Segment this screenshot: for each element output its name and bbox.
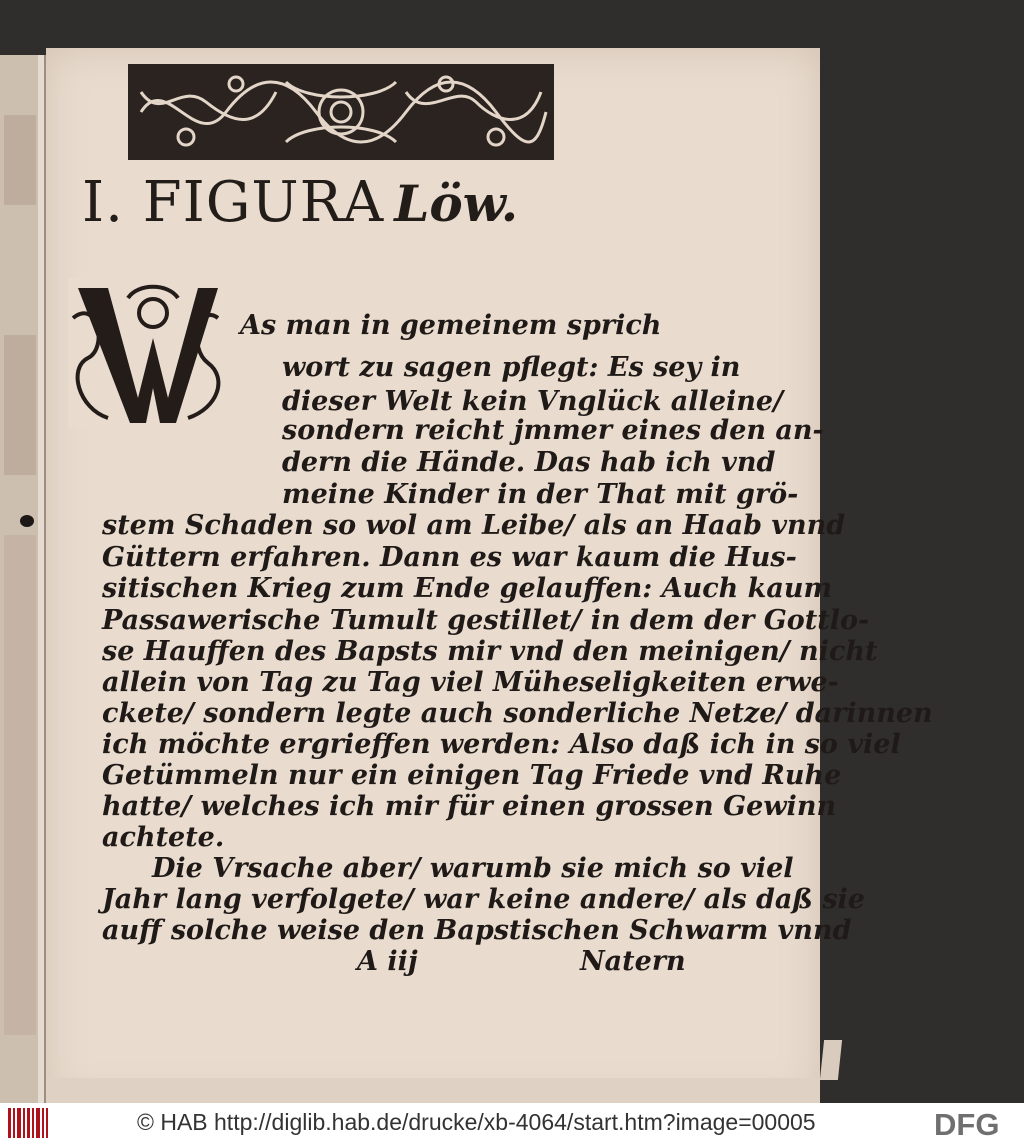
heading-title: I. FIGURA <box>82 170 385 235</box>
text-line-7: stem Schaden so wol am Leibe/ als an Haab vnnd <box>102 510 846 541</box>
page-heading <box>82 170 518 250</box>
text-line-3: dieser Welt kein Vnglück alleine/ <box>282 386 783 417</box>
text-line-4: sondern reicht jmmer eines den an- <box>282 415 824 446</box>
previous-page-edge <box>0 55 46 1103</box>
text-line-8: Güttern erfahren. Dann es war kaum die Hus- <box>102 542 797 573</box>
text-line-15: Getümmeln nur ein einigen Tag Friede vnd Ruhe <box>102 760 842 791</box>
text-line-5: dern die Hände. Das hab ich vnd <box>282 447 776 478</box>
page-bottom-edge <box>46 1078 820 1103</box>
text-line-1: As man in gemeinem sprich <box>240 310 662 341</box>
text-line-20: auff solche weise den Bapstischen Schwarm vnnd <box>102 915 852 946</box>
ornamental-headpiece <box>126 62 556 162</box>
text-line-16: hatte/ welches ich mir für einen grossen Gewinn <box>102 791 837 822</box>
signature-mark: A iij <box>357 946 418 977</box>
svg-text:DFG: DFG <box>934 1107 1000 1139</box>
barcode-icon <box>8 1108 48 1138</box>
ink-blot <box>20 515 34 527</box>
text-line-19: Jahr lang verfolgete/ war keine andere/ als daß sie <box>102 884 865 915</box>
text-line-10: Passawerische Tumult gestillet/ in dem der Gottlo- <box>102 605 870 636</box>
heading-subtitle: Löw. <box>394 174 519 233</box>
text-line-17: achtete. <box>102 822 225 853</box>
footer-bar <box>0 1103 1024 1143</box>
text-line-13: ckete/ sondern legte auch sonderliche Netze/ darinnen <box>102 698 933 729</box>
decorated-initial-w <box>68 278 224 428</box>
text-line-6: meine Kinder in der That mit grö- <box>282 479 799 510</box>
text-line-9: sitischen Krieg zum Ende gelauffen: Auch kaum <box>102 573 833 604</box>
text-line-11: se Hauffen des Bapsts mir vnd den meinigen/ nicht <box>102 636 878 667</box>
copyright-link[interactable]: © HAB http://diglib.hab.de/drucke/xb-4064/start.htm?image=00005 <box>137 1109 816 1135</box>
text-line-12: allein von Tag zu Tag viel Müheseligkeiten erwe- <box>102 667 839 698</box>
text-line-18: Die Vrsache aber/ warumb sie mich so viel <box>152 853 794 884</box>
text-line-2: wort zu sagen pflegt: Es sey in <box>282 352 741 383</box>
dfg-logo <box>932 1107 1018 1139</box>
text-line-14: ich möchte ergrieffen werden: Also daß ich in so viel <box>102 729 901 760</box>
catchword: Natern <box>580 946 686 977</box>
page-fold-corner <box>820 1040 842 1080</box>
